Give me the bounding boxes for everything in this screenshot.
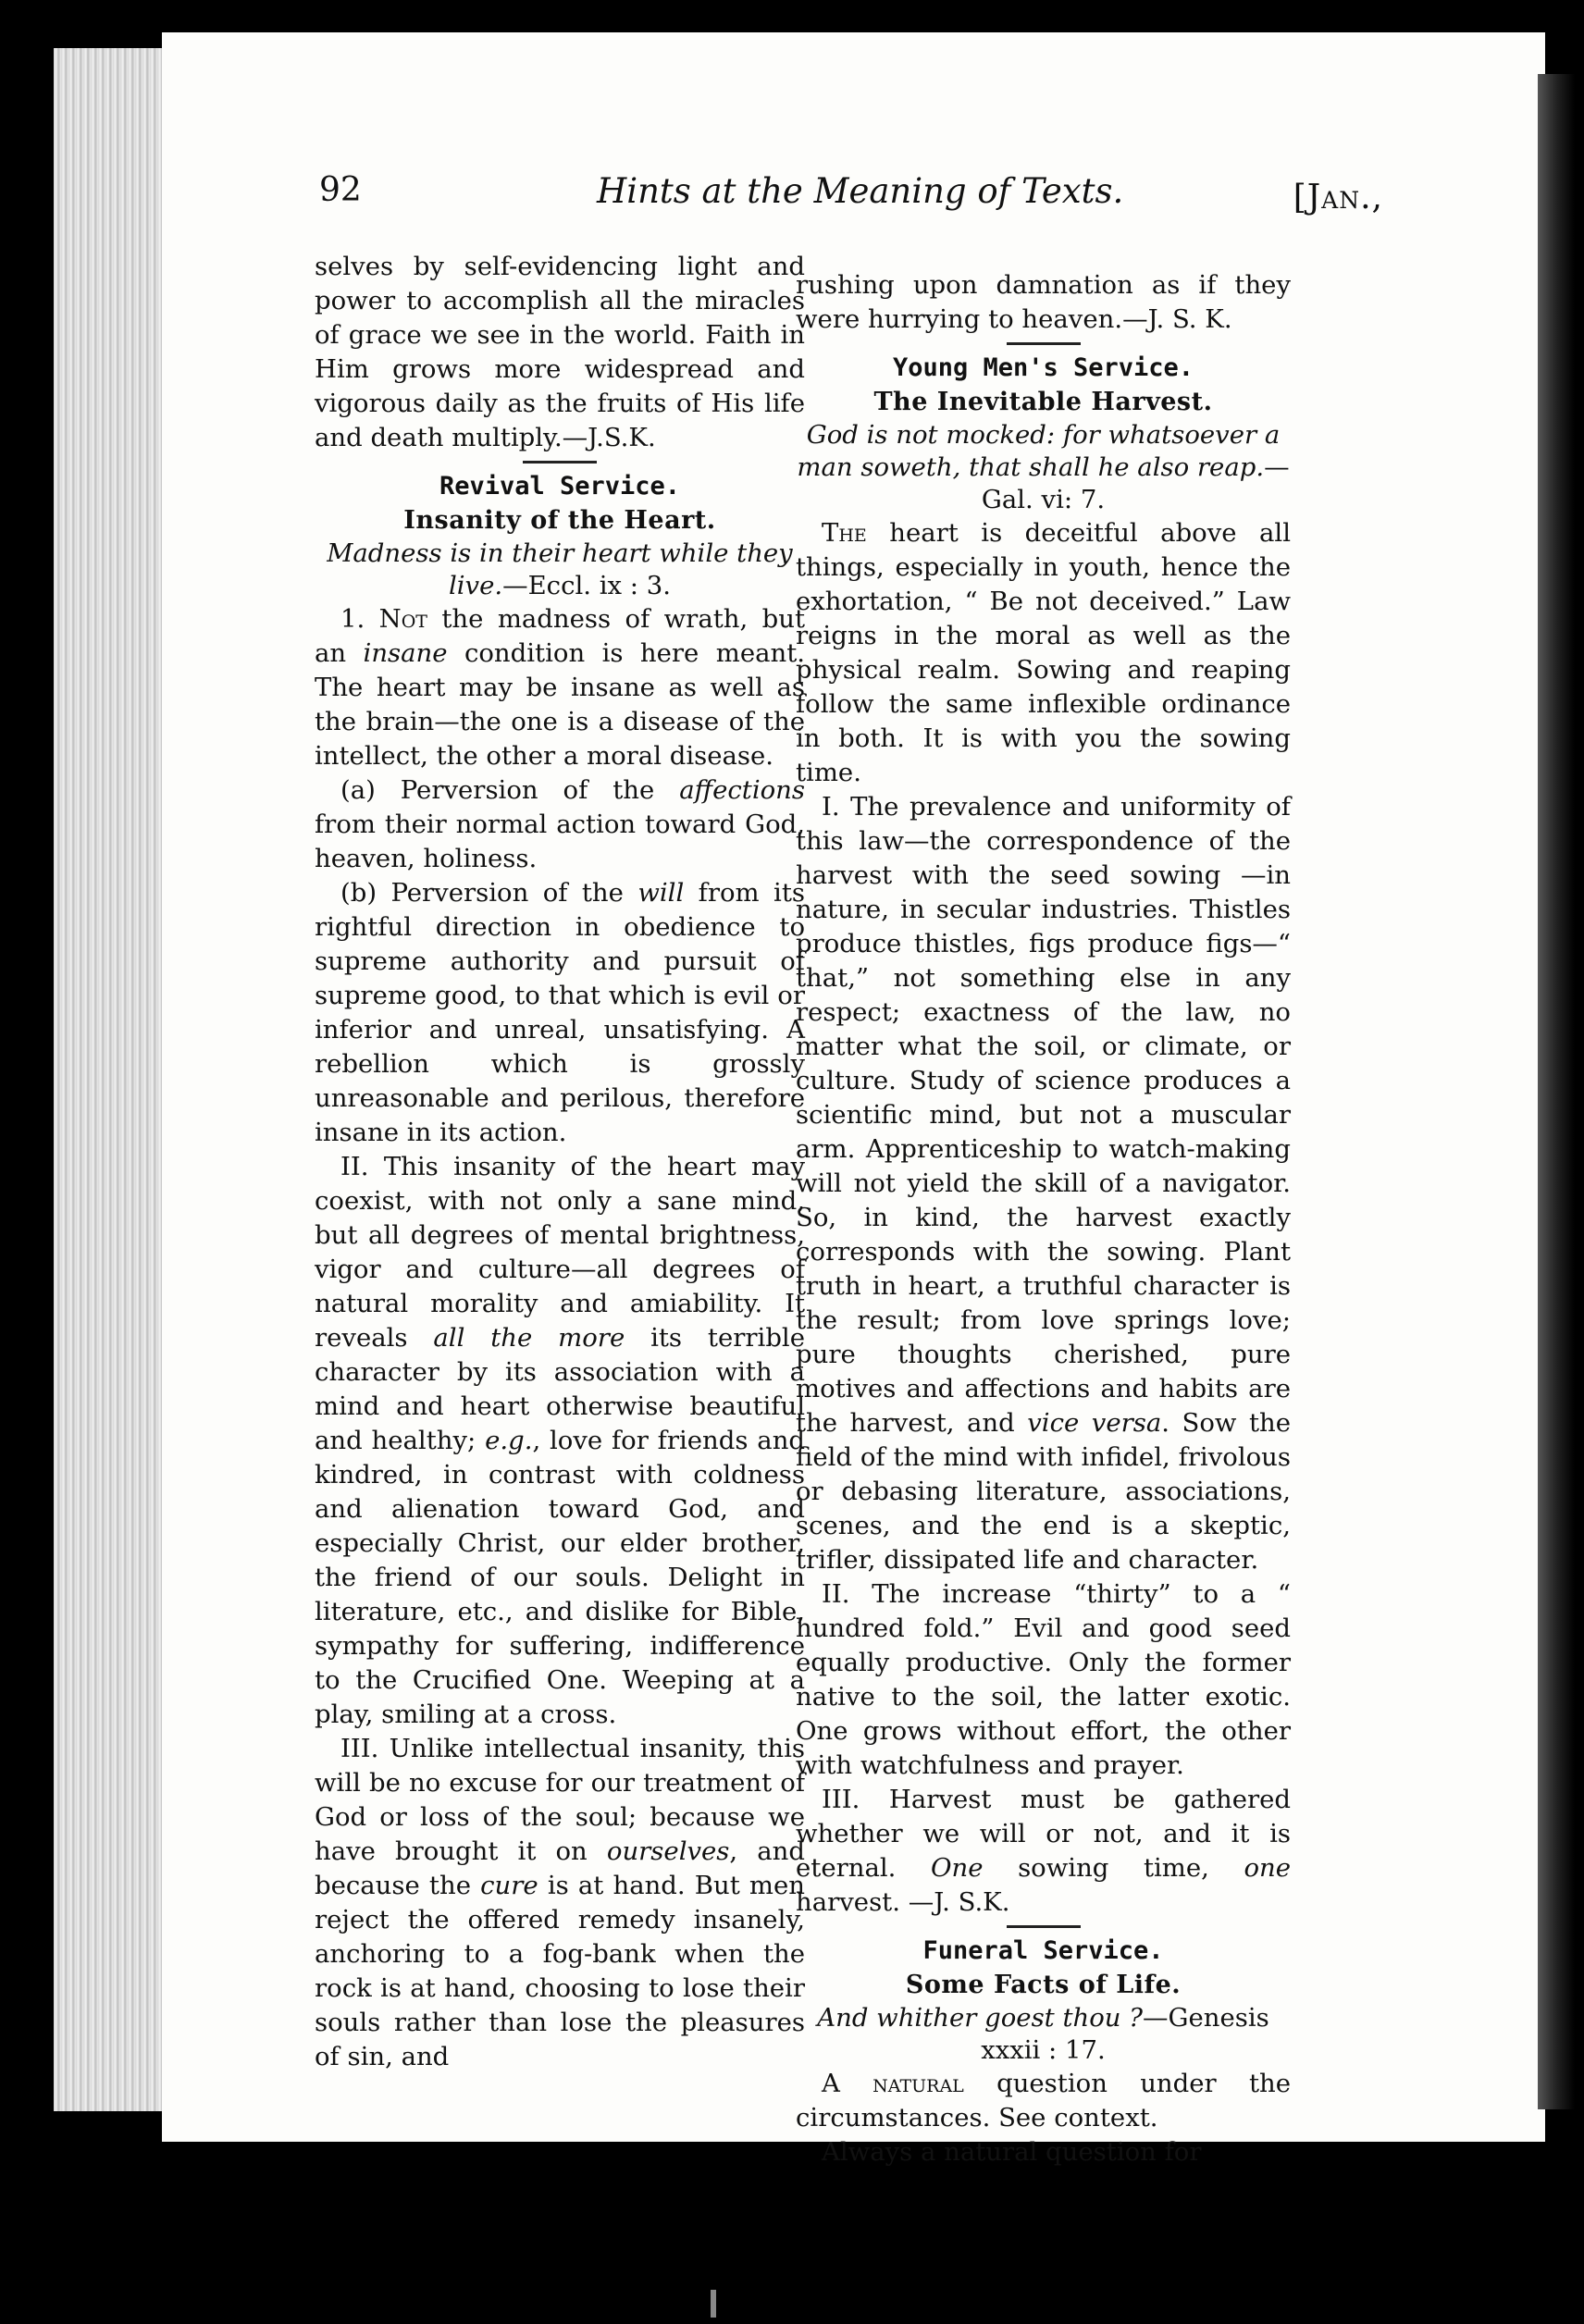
issue-month: [Jan.,: [1293, 179, 1383, 216]
paragraph: II. The increase “thirty” to a “ hundred fold.” Evil and good seed equally productive. Only the former native to the soil, the latter exotic. One grows without effort, the other with watchfulness and prayer.: [796, 1579, 1291, 1780]
paragraph: [315, 1732, 805, 2074]
text-run: II. This insanity of the heart may coexist, with not only a sane mind, but all degrees of mental brightness, vigor and culture—all degrees of natural morality and amiability. It reveals: [315, 1152, 805, 1353]
scripture-text: [315, 538, 805, 602]
paragraph: [315, 876, 805, 1150]
lead-word: 1. Not: [340, 604, 427, 634]
text-run: I. The prevalence and uniformity of this law—the correspondence of the harvest with the seed sowing —in nature, in secular industries. Thistles produce thistles, figs produce figs—“ that,” not something else in any respect; exactness of the law, no matter what the soil, or climate, or culture. Study of science produces a scientific mind, but not a muscular arm. Apprenticeship to watch-making will not yield the skill of a navigator. So, in kind, the harvest exactly corresponds with the sowing. Plant truth in heart, a truthful character is the result; from love springs love; pure thoughts cherished, pure motives and affections and habits are the harvest, and: [796, 792, 1291, 1438]
paragraph: [315, 1150, 805, 1732]
paragraph: rushing upon damnation as if they were hurrying to heaven.—J. S. K.: [796, 270, 1291, 334]
scripture-quote: God is not mocked: for whatsoever a man soweth, that shall he also reap.: [797, 420, 1281, 482]
emphasis: vice versa: [1027, 1408, 1162, 1438]
emphasis: e.g.: [485, 1426, 533, 1455]
text-run: heart is deceitful above all things, especially in youth, hence the exhortation, “ Be not deceived.” Law reigns in the moral as well as the physical realm. Sowing and reaping follow the same inflexible ordinance in both. It is with you the sowing time.: [796, 518, 1291, 787]
text-run: . Sow the field of the mind with infidel, frivolous or debasing literature, associations, scenes, and the end is a skeptic, trifler, dissipated life and character.: [796, 1408, 1291, 1575]
paragraph: [315, 602, 805, 773]
service-heading: Revival Service.: [439, 472, 681, 501]
emphasis: insane: [363, 638, 448, 668]
scripture-text: [796, 2002, 1291, 2067]
scripture-ref: —Eccl. ix : 3.: [502, 571, 672, 600]
scripture-text: [796, 419, 1291, 516]
section-rule: [1007, 1925, 1081, 1928]
left-column: [315, 250, 805, 2074]
text-run: from their normal action toward God, heaven, holiness.: [315, 810, 805, 873]
lead-word: A natural: [822, 2069, 964, 2098]
text-run: , love for friends and kindred, in contrast with coldness and alienation toward God, and especially Christ, our elder brother, the friend of our souls. Delight in literature, etc., and dislike for Bible, sympathy for suffering, indifference to the Crucified One. Weeping at a play, smiling at a cross.: [315, 1426, 806, 1729]
text-run: the madness of wrath, but an: [315, 604, 806, 668]
paragraph: [315, 773, 805, 876]
scripture-ref: —Gal. vi: 7.: [981, 452, 1290, 514]
text-run: from its rightful direction in obedience to supreme authority and pursuit of supreme good, to that which is evil or inferior and unreal, unsatisfying. A rebellion which is grossly unreasonable and perilous, therefore insane in its action.: [315, 878, 805, 1147]
paragraph: [796, 2067, 1291, 2135]
paragraph: Always a natural question for: [822, 2137, 1202, 2167]
text-run: (b) Perversion of the: [340, 878, 638, 908]
section-rule: [1007, 342, 1081, 345]
lead-word: The: [822, 518, 867, 548]
page-number: 92: [319, 171, 362, 209]
emphasis: affections: [679, 775, 805, 805]
text-run: sowing time,: [983, 1853, 1244, 1883]
paragraph: [796, 790, 1291, 1577]
scripture-ref: —Genesis xxxii : 17.: [981, 2003, 1269, 2065]
service-heading: Funeral Service.: [922, 1936, 1164, 1965]
emphasis: One: [930, 1853, 984, 1883]
emphasis: cure: [480, 1871, 538, 1900]
scan-mark: [711, 2290, 716, 2318]
paragraph: [796, 1783, 1291, 1920]
running-title: Hints at the Meaning of Texts.: [597, 171, 1124, 211]
text-run: III. Harvest must be gathered whether we will or not, and it is eternal.: [796, 1785, 1291, 1883]
text-run: question under the circumstances. See context.: [796, 2069, 1291, 2132]
scripture-quote: And whither goest thou ?: [817, 2003, 1143, 2033]
service-heading: Young Men's Service.: [892, 353, 1194, 382]
sermon-title: Insanity of the Heart.: [403, 506, 716, 535]
text-run: its terrible character by its association with a mind and heart otherwise beautiful and healthy;: [315, 1323, 805, 1455]
emphasis: all the more: [433, 1323, 625, 1353]
text-run: (a) Perversion of the: [340, 775, 680, 805]
emphasis: will: [637, 878, 685, 908]
emphasis: ourselves: [606, 1836, 730, 1866]
emphasis: one: [1244, 1853, 1292, 1883]
paragraph: [796, 516, 1291, 790]
text-run: condition is here meant. The heart may be insane as well as the brain—the one is a disease of the intellect, the other a moral disease.: [315, 638, 805, 771]
text-run: is at hand. But men reject the offered remedy insanely, anchoring to a fog-bank when the rock is at hand, choosing to lose their souls rather than lose the pleasures of sin, and: [315, 1871, 805, 2071]
page-right-shadow: [1538, 74, 1575, 2109]
section-rule: [523, 461, 597, 464]
sermon-title: Some Facts of Life.: [905, 1971, 1182, 1999]
scripture-quote: Madness is in their heart while they live.: [327, 538, 793, 600]
paragraph: selves by self-evidencing light and power to accomplish all the miracles of grace we see in the world. Faith in Him grows more widespread and vigorous daily as the fruits of His life and death multiply.—J.S.K.: [315, 252, 805, 452]
right-column: [796, 268, 1291, 2169]
text-run: III. Unlike intellectual insanity, this will be no excuse for our treatment of God or loss of the soul; because we have brought it on: [315, 1734, 805, 1866]
text-run: harvest. —J. S.K.: [796, 1887, 1010, 1917]
text-run: , and because the: [315, 1836, 805, 1900]
sermon-title: The Inevitable Harvest.: [873, 388, 1213, 416]
page-header: [319, 171, 1383, 236]
